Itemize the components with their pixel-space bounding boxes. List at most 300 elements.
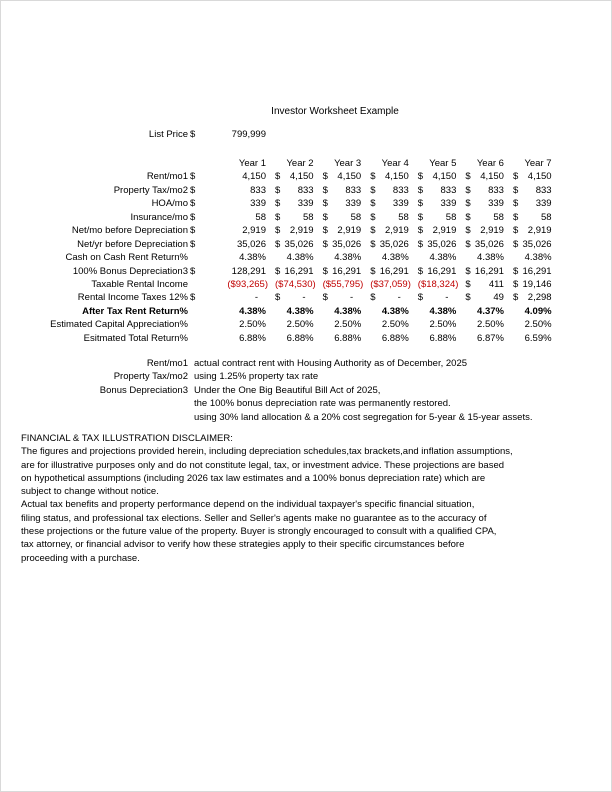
dollar-sign: $ [275,198,281,210]
list-price-cell [188,128,266,141]
cell-value: 339 [440,198,457,210]
footnote-label: Bonus Depreciation3 [99,384,188,396]
row-label: Cash on Cash Rent Return% [65,252,188,264]
value-cell [188,238,266,251]
dollar-sign: $ [322,198,328,210]
cell-value: ($55,795) [322,278,364,290]
cell-value: 2,919 [385,225,409,237]
cell-value: 6.88% [429,332,457,344]
year-header: Year 6 [476,158,504,169]
value-cell [409,318,457,331]
value-cell [456,332,504,345]
value-cell [409,211,457,224]
dollar-sign: $ [190,171,196,183]
dollar-sign: $ [512,238,519,250]
dollar-sign: $ [417,198,424,210]
value-cell [266,278,314,291]
cell-value: 58 [398,211,409,223]
row-label: After Tax Rent Return% [82,305,188,317]
cell-value: 339 [250,198,266,210]
value-cell [409,238,457,251]
footnote-row [1,397,533,410]
list-price-value: 799,999 [231,129,266,140]
value-cell [266,318,314,331]
investor-table [1,157,552,345]
cell-value: 4.38% [524,252,552,264]
dollar-sign: $ [190,292,196,304]
cell-value: 6.88% [239,332,266,344]
cell-value: 4,150 [432,171,457,183]
dollar-sign: $ [417,225,424,237]
row-label: Rental Income Taxes 12% [77,292,188,304]
row-label: HOA/mo [151,198,188,210]
value-cell [456,305,504,318]
table-row [1,278,552,291]
cell-value: 16,291 [427,265,457,277]
table-row [1,332,552,345]
value-cell [409,265,457,278]
value-cell [409,224,457,237]
footnote-row [1,384,533,397]
value-cell [266,305,314,318]
cell-value: 16,291 [332,265,362,277]
cell-value: 35,026 [427,238,457,250]
cell-value: 2,298 [527,292,552,304]
value-cell [188,211,266,224]
value-cell [409,291,457,304]
dollar-sign: $ [417,238,424,250]
value-cell [409,170,457,183]
footnote-row [1,411,533,424]
value-cell [188,184,266,197]
dollar-sign: $ [512,292,519,304]
table-row [1,224,552,237]
dollar-sign: $ [322,292,328,304]
cell-value: 833 [250,184,266,196]
value-cell [314,184,362,197]
dollar-sign: $ [465,171,471,183]
value-cell [504,318,552,331]
dollar-sign: $ [370,265,376,277]
value-cell [266,197,314,210]
value-cell [314,332,362,345]
cell-value: 2.50% [334,319,362,331]
value-cell [504,265,552,278]
value-cell [188,265,266,278]
value-cell [188,305,266,318]
table-row [1,265,552,278]
cell-value: 35,026 [284,238,314,250]
dollar-sign: $ [465,184,471,196]
dollar-sign: $ [190,129,196,140]
value-cell [361,211,409,224]
value-cell [456,184,504,197]
year-header: Year 4 [381,158,409,169]
cell-value: 833 [345,184,362,196]
table-row [1,197,552,210]
cell-value: 35,026 [522,238,552,250]
dollar-sign: $ [512,265,519,277]
value-cell [361,170,409,183]
value-cell [504,197,552,210]
cell-value: 4,150 [289,171,314,183]
footnote-text: Under the One Big Beautiful Bill Act of 2025, [194,384,381,396]
value-cell [456,238,504,251]
cell-value: 4.09% [524,305,552,317]
dollar-sign: $ [322,238,328,250]
cell-value: 19,146 [522,278,552,290]
cell-value: 6.88% [286,332,314,344]
disclaimer-line: Actual tax benefits and property performance depend on the individual taxpayer's specific financial situation, [21,499,475,511]
value-cell [314,265,362,278]
cell-value: - [302,292,306,304]
table-row [1,170,552,183]
cell-value: 4,150 [527,171,552,183]
cell-value: 4.38% [334,252,362,264]
cell-value: 833 [297,184,314,196]
disclaimer [21,432,513,565]
row-label: Rent/mo1 [146,171,188,183]
header-spacer [1,157,188,170]
row-label: Property Tax/mo2 [113,184,188,196]
dollar-sign: $ [322,225,328,237]
value-cell [504,305,552,318]
value-cell [504,211,552,224]
cell-value: 16,291 [522,265,552,277]
cell-value: 35,026 [379,238,409,250]
value-cell [361,318,409,331]
cell-value: 6.87% [477,332,504,344]
cell-value: 2,919 [480,225,504,237]
cell-value: 4.38% [239,252,266,264]
cell-value: - [397,292,401,304]
disclaimer-line: on hypothetical assumptions (including 2026 tax law estimates and a 100% bonus depreciation rate) which are [21,472,486,484]
value-cell [314,211,362,224]
value-cell [504,224,552,237]
disclaimer-line: filing status, and professional tax elections. Seller and Seller's agents make no guarantee as to the accuracy of [21,512,487,524]
value-cell [361,305,409,318]
cell-value: 339 [488,198,504,210]
dollar-sign: $ [370,198,376,210]
table-row [1,184,552,197]
dollar-sign: $ [190,265,196,277]
cell-value: - [445,292,449,304]
value-cell [504,170,552,183]
value-cell [188,291,266,304]
dollar-sign: $ [512,184,519,196]
disclaimer-line: The figures and projections provided herein, including depreciation schedules,tax brackets,and inflation assumptions, [21,446,513,458]
cell-value: 833 [535,184,552,196]
cell-value: 128,291 [231,265,266,277]
dollar-sign: $ [275,211,281,223]
table-row [1,211,552,224]
value-cell [504,184,552,197]
footnote-label: Property Tax/mo2 [113,371,188,383]
dollar-sign: $ [465,211,471,223]
value-cell [456,224,504,237]
dollar-sign: $ [322,265,328,277]
dollar-sign: $ [465,238,471,250]
dollar-sign: $ [190,211,196,223]
disclaimer-line: tax attorney, or financial advisor to verify how these strategies apply to their specific circumstances before [21,539,465,551]
dollar-sign: $ [465,278,471,290]
cell-value: ($93,265) [227,278,268,290]
cell-value: 2,919 [289,225,314,237]
value-cell [456,318,504,331]
cell-value: 2.50% [239,319,266,331]
dollar-sign: $ [370,238,376,250]
footnote-label: Rent/mo1 [146,358,188,369]
cell-value: 4.38% [286,305,314,317]
cell-value: 58 [493,211,504,223]
value-cell [504,278,552,291]
dollar-sign: $ [512,171,519,183]
value-cell [266,332,314,345]
year-header: Year 3 [334,158,362,169]
footnotes [1,357,533,424]
dollar-sign: $ [512,278,519,290]
value-cell [314,305,362,318]
dollar-sign: $ [417,292,424,304]
footnote-label [1,411,188,424]
table-row [1,291,552,304]
value-cell [504,251,552,264]
value-cell [314,197,362,210]
cell-value: 833 [488,184,504,196]
value-cell [456,197,504,210]
cell-value: 58 [350,211,362,223]
dollar-sign: $ [465,265,471,277]
value-cell [361,265,409,278]
value-cell [314,278,362,291]
value-cell [504,291,552,304]
cell-value: 49 [493,292,504,304]
cell-value: 58 [445,211,457,223]
row-label: Estimated Capital Appreciation% [50,319,188,331]
dollar-sign: $ [512,225,519,237]
cell-value: 16,291 [474,265,504,277]
value-cell [314,238,362,251]
dollar-sign: $ [275,292,281,304]
value-cell [456,251,504,264]
value-cell [361,251,409,264]
cell-value: 4.38% [239,305,266,317]
value-cell [456,170,504,183]
cell-value: 2.50% [477,319,504,331]
table-row [1,305,552,318]
value-cell [456,291,504,304]
dollar-sign: $ [417,211,424,223]
dollar-sign: $ [322,171,328,183]
value-cell [456,278,504,291]
year-header: Year 7 [524,158,552,169]
dollar-sign: $ [465,225,471,237]
dollar-sign: $ [417,171,424,183]
disclaimer-line: these projections or the future value of the property. Buyer is strongly encouraged to consult with a qualified CPA, [21,526,497,538]
dollar-sign: $ [370,171,376,183]
cell-value: 833 [440,184,457,196]
disclaimer-line: are for illustrative purposes only and do not constitute legal, tax, or investment advice. These projections are based [21,459,505,471]
worksheet-title: Investor Worksheet Example [271,106,399,117]
cell-value: ($18,324) [417,278,459,290]
table-row [1,318,552,331]
value-cell [188,224,266,237]
dollar-sign: $ [322,184,328,196]
cell-value: 339 [345,198,362,210]
value-cell [266,224,314,237]
value-cell [266,238,314,251]
value-cell [361,278,409,291]
value-cell [361,332,409,345]
table-row [1,238,552,251]
dollar-sign: $ [370,225,376,237]
value-cell [314,224,362,237]
value-cell [409,251,457,264]
year-header: Year 5 [429,158,457,169]
year-header: Year 1 [238,158,266,169]
cell-value: 2,919 [242,225,266,237]
cell-value: 4,150 [242,171,266,183]
value-cell [504,238,552,251]
value-cell [188,278,266,291]
cell-value: 833 [392,184,409,196]
cell-value: 4.38% [334,305,362,317]
dollar-sign: $ [275,265,281,277]
disclaimer-line: proceeding with a purchase. [21,552,140,564]
value-cell [361,224,409,237]
footnote-text: using 1.25% property tax rate [194,371,319,383]
cell-value: 2.50% [429,319,457,331]
dollar-sign: $ [512,211,519,223]
dollar-sign: $ [275,225,281,237]
value-cell [266,170,314,183]
cell-value: 35,026 [332,238,362,250]
cell-value: 2.50% [286,319,314,331]
dollar-sign: $ [417,265,424,277]
dollar-sign: $ [465,198,471,210]
cell-value: 58 [255,211,266,223]
dollar-sign: $ [190,225,196,237]
footnote-row [1,357,533,370]
list-price-row [1,128,266,141]
value-cell [314,251,362,264]
dollar-sign: $ [190,238,196,250]
value-cell [188,251,266,264]
cell-value: 4.38% [381,252,409,264]
footnote-row [1,370,533,383]
value-cell [188,332,266,345]
value-cell [314,318,362,331]
value-cell [409,332,457,345]
cell-value: 4,150 [337,171,362,183]
value-cell [409,305,457,318]
cell-value: 4.37% [477,305,504,317]
cell-value: 4,150 [385,171,409,183]
dollar-sign: $ [275,184,281,196]
value-cell [409,278,457,291]
cell-value: 2.50% [524,319,552,331]
row-label: 100% Bonus Depreciation3 [72,265,188,277]
footnote-text: actual contract rent with Housing Authority as of December, 2025 [194,358,468,369]
value-cell [361,238,409,251]
table-row [1,251,552,264]
disclaimer-heading: FINANCIAL & TAX ILLUSTRATION DISCLAIMER: [21,433,233,444]
value-cell [188,170,266,183]
value-cell [314,291,362,304]
cell-value: 6.88% [334,332,362,344]
value-cell [188,197,266,210]
value-cell [266,251,314,264]
dollar-sign: $ [465,292,471,304]
cell-value: 4.38% [477,252,504,264]
dollar-sign: $ [190,198,196,210]
cell-value: ($74,530) [275,278,316,290]
cell-value: 2,919 [527,225,552,237]
cell-value: - [350,292,354,304]
cell-value: 35,026 [236,238,266,250]
value-cell [409,197,457,210]
value-cell [188,318,266,331]
row-label: Net/yr before Depreciation [77,238,188,250]
row-label: Esitmated Total Return% [83,332,188,344]
value-cell [361,197,409,210]
cell-value: 339 [392,198,409,210]
value-cell [361,184,409,197]
value-cell [361,291,409,304]
cell-value: 2.50% [381,319,409,331]
year-header: Year 2 [286,158,314,169]
footnote-label [1,397,188,410]
value-cell [456,265,504,278]
value-cell [266,184,314,197]
cell-value: ($37,059) [370,278,411,290]
dollar-sign: $ [370,211,376,223]
cell-value: 6.59% [524,332,552,344]
cell-value: 58 [303,211,314,223]
cell-value: 16,291 [379,265,409,277]
footnote-text: using 30% land allocation & a 20% cost segregation for 5-year & 15-year assets. [194,411,533,423]
cell-value: - [254,292,258,304]
footnote-text: the 100% bonus depreciation rate was permanently restored. [194,398,451,410]
disclaimer-line: subject to change without notice. [21,486,159,498]
dollar-sign: $ [512,198,519,210]
cell-value: 58 [540,211,552,223]
value-cell [409,184,457,197]
cell-value: 4.38% [429,252,457,264]
dollar-sign: $ [190,184,196,196]
list-price-label: List Price [148,129,188,140]
row-label: Taxable Rental Income [91,278,188,290]
year-header-row [1,157,552,170]
value-cell [504,332,552,345]
cell-value: 339 [297,198,314,210]
value-cell [266,211,314,224]
cell-value: 35,026 [474,238,504,250]
cell-value: 2,919 [337,225,362,237]
value-cell [266,291,314,304]
row-label: Net/mo before Depreciation [71,225,188,237]
cell-value: 339 [535,198,552,210]
cell-value: 16,291 [284,265,314,277]
cell-value: 6.88% [381,332,409,344]
cell-value: 4.38% [429,305,457,317]
dollar-sign: $ [322,211,328,223]
dollar-sign: $ [370,184,376,196]
value-cell [314,170,362,183]
cell-value: 2,919 [432,225,457,237]
value-cell [266,265,314,278]
dollar-sign: $ [417,184,424,196]
